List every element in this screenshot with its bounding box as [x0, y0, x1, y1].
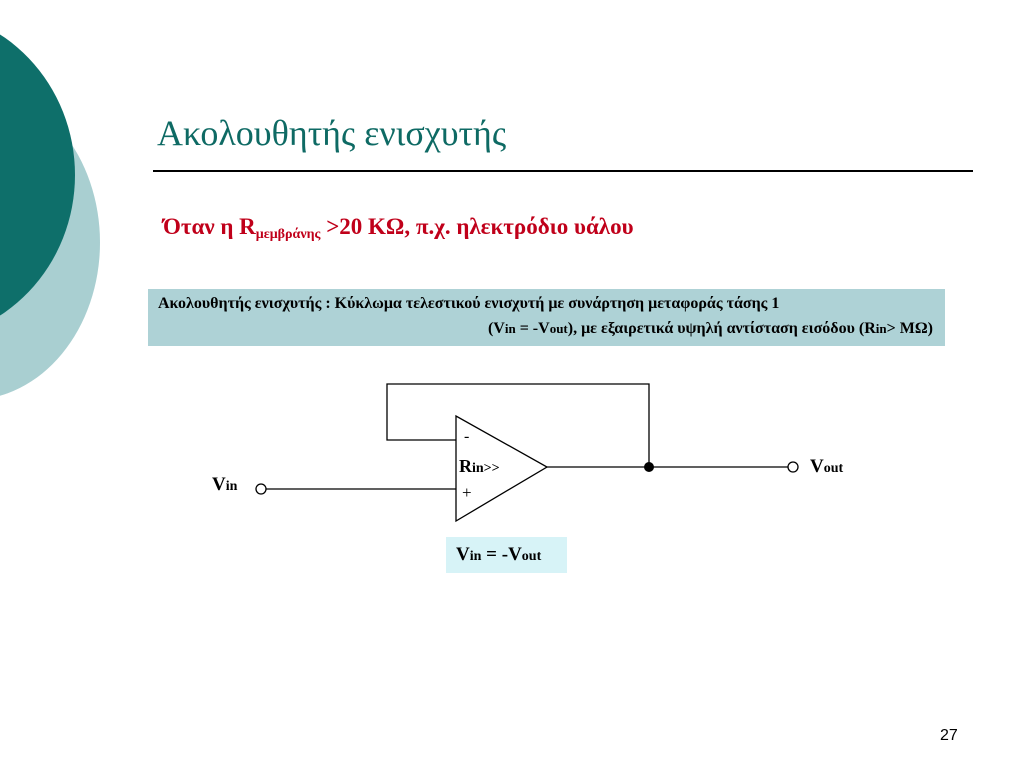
- subtitle-prefix: Όταν η R: [163, 214, 256, 239]
- slide-title: Ακολουθητής ενισχυτής: [157, 113, 507, 153]
- vout-label: [810, 456, 843, 478]
- def-part: (V: [487, 320, 505, 337]
- vin-terminal: [256, 484, 266, 494]
- page-number: 27: [940, 727, 958, 744]
- non-inverting-input-label: +: [462, 483, 472, 502]
- vout-main: V: [810, 456, 824, 477]
- vout-terminal: [788, 462, 798, 472]
- def-part: > MΩ): [886, 320, 933, 337]
- equation-box: [446, 537, 567, 573]
- subtitle-suffix: >20 KΩ, π.χ. ηλεκτρόδιο υάλου: [320, 214, 634, 239]
- eq-sub: out: [521, 549, 542, 564]
- equation-text: [456, 544, 541, 566]
- def-sub: in: [875, 321, 887, 336]
- rin-label: [459, 456, 500, 477]
- eq-part: = -V: [481, 544, 522, 565]
- def-sub: in: [504, 321, 516, 336]
- junction-node: [644, 462, 654, 472]
- vin-label: [212, 474, 237, 496]
- rin-main: R: [459, 456, 472, 476]
- rin-sub: in>>: [472, 461, 500, 476]
- subtitle-subscript: μεμβράνης: [255, 227, 321, 242]
- definition-line-1: Ακολουθητής ενισχυτής : Κύκλωμα τελεστικού ενισχυτή με συνάρτηση μεταφοράς τάσης 1: [158, 295, 780, 312]
- def-part: ), με εξαιρετικά υψηλή αντίσταση εισόδου (R: [567, 320, 876, 337]
- vin-sub: in: [225, 479, 238, 494]
- def-sub: out: [549, 321, 568, 336]
- vout-sub: out: [823, 461, 844, 476]
- eq-sub: in: [469, 549, 482, 564]
- def-part: = -V: [515, 320, 550, 337]
- eq-part: V: [456, 544, 470, 565]
- inverting-input-label: -: [464, 428, 470, 445]
- vin-main: V: [212, 474, 226, 495]
